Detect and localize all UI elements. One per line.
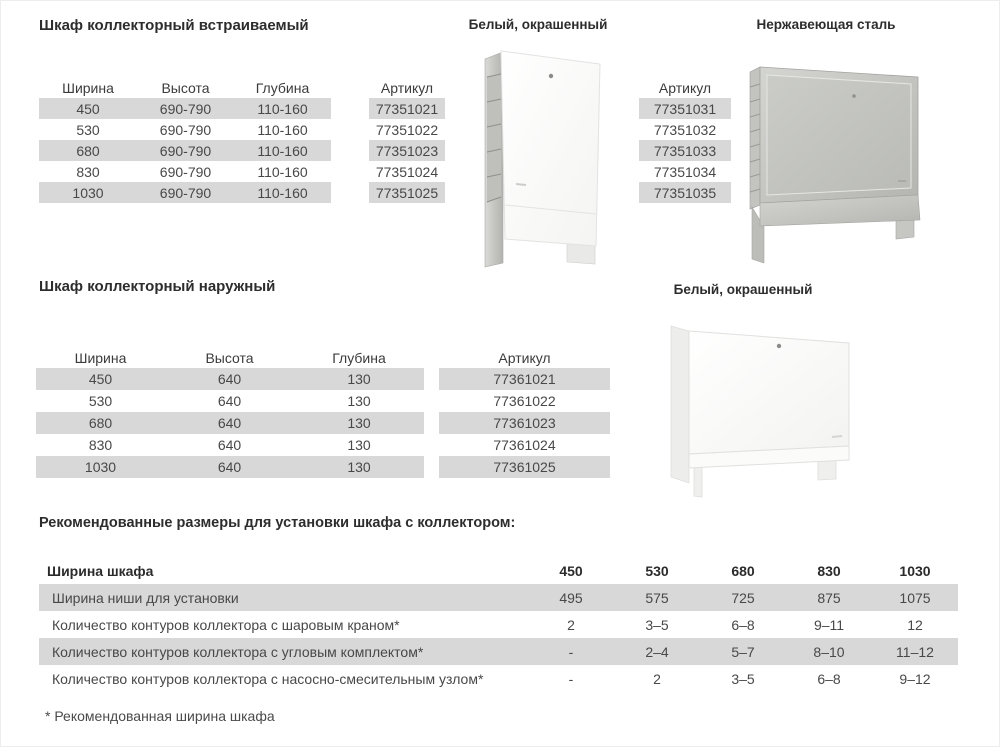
table-cell: 77351021 [375,100,439,117]
table-cell: 130 [347,459,371,475]
table-cell: 680 [731,563,755,579]
table-row [36,456,424,478]
table-cell: 690-790 [159,121,212,138]
table-cell: 690-790 [159,184,212,201]
table-row [39,665,958,692]
table-row [36,390,424,412]
footnote: * Рекомендованная ширина шкафа [45,708,275,724]
table-cell: 6–8 [731,616,755,633]
table-row [39,638,958,665]
table-row [39,584,958,611]
table-cell: 110-160 [257,100,308,117]
table-cell: 690-790 [159,163,212,180]
table-cell: 11–12 [896,643,934,660]
table-cell: 830 [817,563,841,579]
table-cell: 77351024 [375,163,439,180]
table-cell: 2 [653,670,661,687]
table-cell: Ширина шкафа [47,563,154,579]
section-title-external: Шкаф коллекторный наружный [39,278,276,295]
table-cell: Ширина ниши для установки [52,589,239,606]
table-cell: Ширина [74,350,127,366]
table-cell: 725 [731,589,755,606]
table-cell: Количество контуров коллектора с угловым комплектом* [52,643,424,660]
table-cell: Артикул [498,350,551,366]
table-cell: 77361025 [493,459,556,475]
table-row [439,390,610,412]
table-cell: - [568,643,574,660]
table-cell: 9–12 [899,670,931,687]
table-row [369,119,445,140]
external-articles-table [439,349,610,478]
table-cell: 640 [217,459,242,475]
table-row [639,182,731,203]
table-row [369,140,445,161]
table-header-row [369,80,445,98]
table-cell: 450 [76,100,100,117]
table-header-row [439,349,610,368]
table-row [39,611,958,638]
table-row [439,368,610,390]
table-cell: 130 [347,415,371,431]
table-cell: 530 [645,563,669,579]
table-cell: 77351022 [375,121,439,138]
table-cell: 1030 [84,459,117,475]
table-cell: Высота [161,80,210,96]
table-cell: Количество контуров коллектора с шаровым краном* [52,616,400,633]
recommended-sizes-table [39,558,958,692]
table-cell: 1075 [899,589,931,606]
table-cell: 450 [559,563,583,579]
table-cell: 77361022 [493,393,556,409]
builtin-white-cabinet-image [469,45,619,269]
table-cell: 640 [217,393,242,409]
table-cell: Глубина [332,350,386,366]
table-cell: 77351032 [653,121,717,138]
table-cell: 690-790 [159,142,212,159]
table-cell: 77361024 [493,437,556,453]
table-cell: 1030 [72,184,104,201]
table-cell: Артикул [658,80,712,96]
table-cell: 6–8 [817,670,841,687]
table-cell: 9–11 [813,616,845,633]
table-cell: Ширина [62,80,114,96]
builtin-articles-white-table [369,80,445,203]
external-white-cabinet-image [656,311,871,509]
table-cell: Количество контуров коллектора с насосно-смесительным узлом* [52,670,484,687]
table-cell: - [568,670,574,687]
table-cell: 77351023 [375,142,439,159]
external-dimensions-table [36,349,424,478]
table-cell: 110-160 [257,163,308,180]
label-white-painted-2: Белый, окрашенный [673,282,813,297]
table-cell: Высота [205,350,254,366]
table-cell: Глубина [255,80,310,96]
table-cell: 830 [88,437,113,453]
table-cell: 77351035 [653,184,717,201]
table-cell: 130 [347,393,371,409]
label-white-painted: Белый, окрашенный [468,17,608,32]
table-header-row [39,80,331,98]
table-row [639,98,731,119]
table-cell: 77351031 [653,100,717,117]
table-cell: 690-790 [159,100,212,117]
table-row [36,412,424,434]
table-row [36,434,424,456]
table-cell: 495 [559,589,583,606]
table-cell: 3–5 [731,670,755,687]
section-title-builtin: Шкаф коллекторный встраиваемый [39,17,309,34]
table-row [639,119,731,140]
table-cell: 77361023 [493,415,556,431]
table-cell: 875 [817,589,841,606]
builtin-dimensions-table [39,80,331,203]
table-row [639,140,731,161]
table-cell: 77351025 [375,184,439,201]
table-row [439,434,610,456]
table-row [439,456,610,478]
table-cell: 12 [907,616,923,633]
table-row [439,412,610,434]
table-row [369,98,445,119]
table-cell: 1030 [899,563,931,579]
table-cell: 830 [76,163,100,180]
label-stainless-steel: Нержавеющая сталь [756,17,896,32]
table-cell: 680 [88,415,113,431]
section-title-recommended: Рекомендованные размеры для установки шкафа с коллектором: [39,515,516,531]
table-row [36,368,424,390]
table-cell: 5–7 [731,643,755,660]
table-cell: 530 [76,121,100,138]
table-cell: 3–5 [645,616,669,633]
table-header-row [39,558,958,584]
table-cell: 530 [88,393,113,409]
table-cell: 450 [88,371,113,387]
stainless-steel-cabinet-image [736,49,936,271]
table-row [39,119,331,140]
table-header-row [36,349,424,368]
table-cell: 130 [347,437,371,453]
table-row [39,161,331,182]
table-row [39,140,331,161]
table-cell: 680 [76,142,100,159]
table-cell: 77351033 [653,142,717,159]
table-cell: 110-160 [257,142,308,159]
table-header-row [639,80,731,98]
table-cell: 640 [217,437,242,453]
table-cell: 640 [217,371,242,387]
table-cell: 110-160 [257,121,308,138]
builtin-articles-steel-table [639,80,731,203]
table-cell: 8–10 [813,643,845,660]
table-cell: 575 [645,589,669,606]
table-cell: 130 [347,371,371,387]
table-row [39,98,331,119]
table-row [369,182,445,203]
table-cell: 110-160 [257,184,308,201]
table-cell: 77361021 [493,371,556,387]
table-cell: Артикул [380,80,434,96]
table-cell: 2–4 [645,643,669,660]
table-row [369,161,445,182]
table-cell: 640 [217,415,242,431]
table-cell: 77351034 [653,163,717,180]
table-row [39,182,331,203]
table-row [639,161,731,182]
table-cell: 2 [567,616,575,633]
